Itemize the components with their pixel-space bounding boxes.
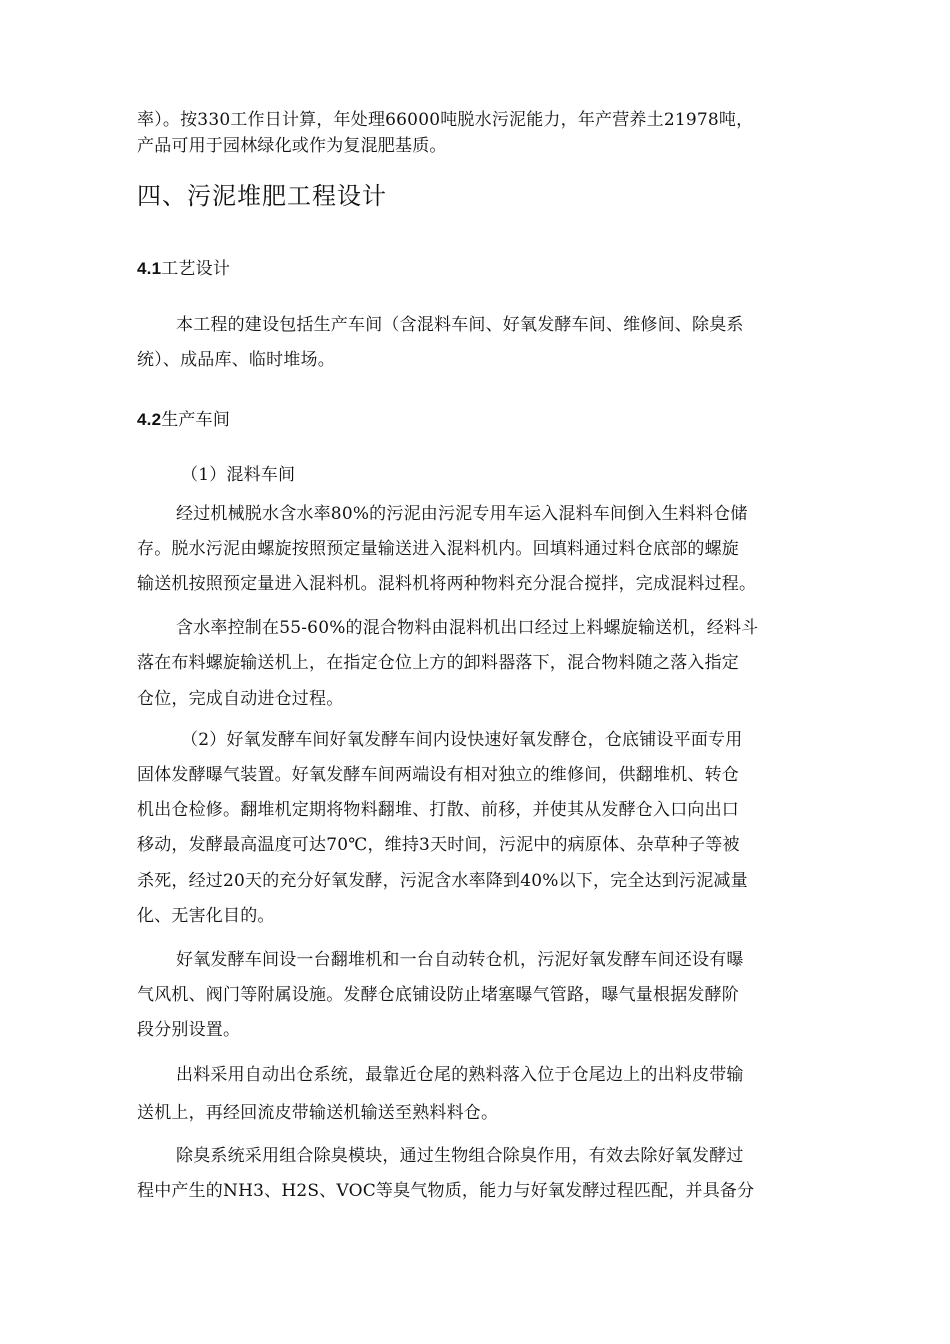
paragraph-line: （2）好氧发酵车间好氧发酵车间内设快速好氧发酵仓，仓底铺设平面专用 <box>181 730 743 750</box>
subsection-number: 4.1 <box>137 259 162 278</box>
paragraph-line: 经过机械脱水含水率80%的污泥由污泥专用车运入混料车间倒入生料料仓储 <box>176 504 748 524</box>
paragraph-line: 杀死，经过20天的充分好氧发酵，污泥含水率降到40%以下，完全达到污泥减量 <box>137 871 748 891</box>
paragraph-line: 存。脱水污泥由螺旋按照预定量输送进入混料机内。回填料通过料仓底部的螺旋 <box>137 539 739 559</box>
subsection-title: 工艺设计 <box>161 259 231 279</box>
paragraph-line: 统）、成品库、临时堆场。 <box>137 350 335 370</box>
paragraph-line: 率）。按330工作日计算，年处理66000吨脱水污泥能力，年产营养土21978吨， <box>137 110 754 130</box>
paragraph-line: 化、无害化目的。 <box>137 906 275 926</box>
paragraph-line: 程中产生的NH3、H2S、VOC等臭气物质，能力与好氧发酵过程匹配，并具备分 <box>137 1181 755 1201</box>
paragraph-line: 含水率控制在55-60%的混合物料由混料机出口经过上料螺旋输送机，经料斗 <box>176 618 759 638</box>
subsection-title: 生产车间 <box>161 410 231 430</box>
section-heading: 四、污泥堆肥工程设计 <box>137 182 387 210</box>
paragraph-line: 落在布料螺旋输送机上，在指定仓位上方的卸料器落下，混合物料随之落入指定 <box>137 653 739 673</box>
subsection-heading-4-1 <box>137 257 230 281</box>
paragraph-line: 仓位，完成自动进仓过程。 <box>137 689 344 709</box>
paragraph-line: 本工程的建设包括生产车间（含混料车间、好氧发酵车间、维修间、除臭系 <box>176 315 744 335</box>
paragraph-line: 固体发酵曝气装置。好氧发酵车间两端设有相对独立的维修间，供翻堆机、转仓 <box>137 765 739 785</box>
subheading-line: （1）混料车间 <box>181 465 296 485</box>
paragraph-line: 除臭系统采用组合除臭模块，通过生物组合除臭作用，有效去除好氧发酵过 <box>176 1146 744 1166</box>
paragraph-line: 好氧发酵车间设一台翻堆机和一台自动转仓机，污泥好氧发酵车间还设有曝 <box>176 950 744 970</box>
paragraph-line: 移动，发酵最高温度可达70℃，维持3天时间，污泥中的病原体、杂草种子等被 <box>137 835 740 855</box>
paragraph-line: 送机上，再经回流皮带输送机输送至熟料料仓。 <box>137 1103 499 1123</box>
paragraph-line: 机出仓检修。翻堆机定期将物料翻堆、打散、前移，并使其从发酵仓入口向出口 <box>137 800 739 820</box>
paragraph-line: 输送机按照预定量进入混料机。混料机将两种物料充分混合搅拌，完成混料过程。 <box>137 574 757 594</box>
paragraph-line: 气风机、阀门等附属设施。发酵仓底铺设防止堵塞曝气管路，曝气量根据发酵阶 <box>137 985 739 1005</box>
subsection-number: 4.2 <box>137 410 162 429</box>
paragraph-line: 出料采用自动出仓系统，最靠近仓尾的熟料落入位于仓尾边上的出料皮带输 <box>176 1065 744 1085</box>
subsection-heading-4-2 <box>137 408 230 432</box>
paragraph-line: 段分别设置。 <box>137 1020 241 1040</box>
paragraph-line: 产品可用于园林绿化或作为复混肥基质。 <box>137 136 447 156</box>
